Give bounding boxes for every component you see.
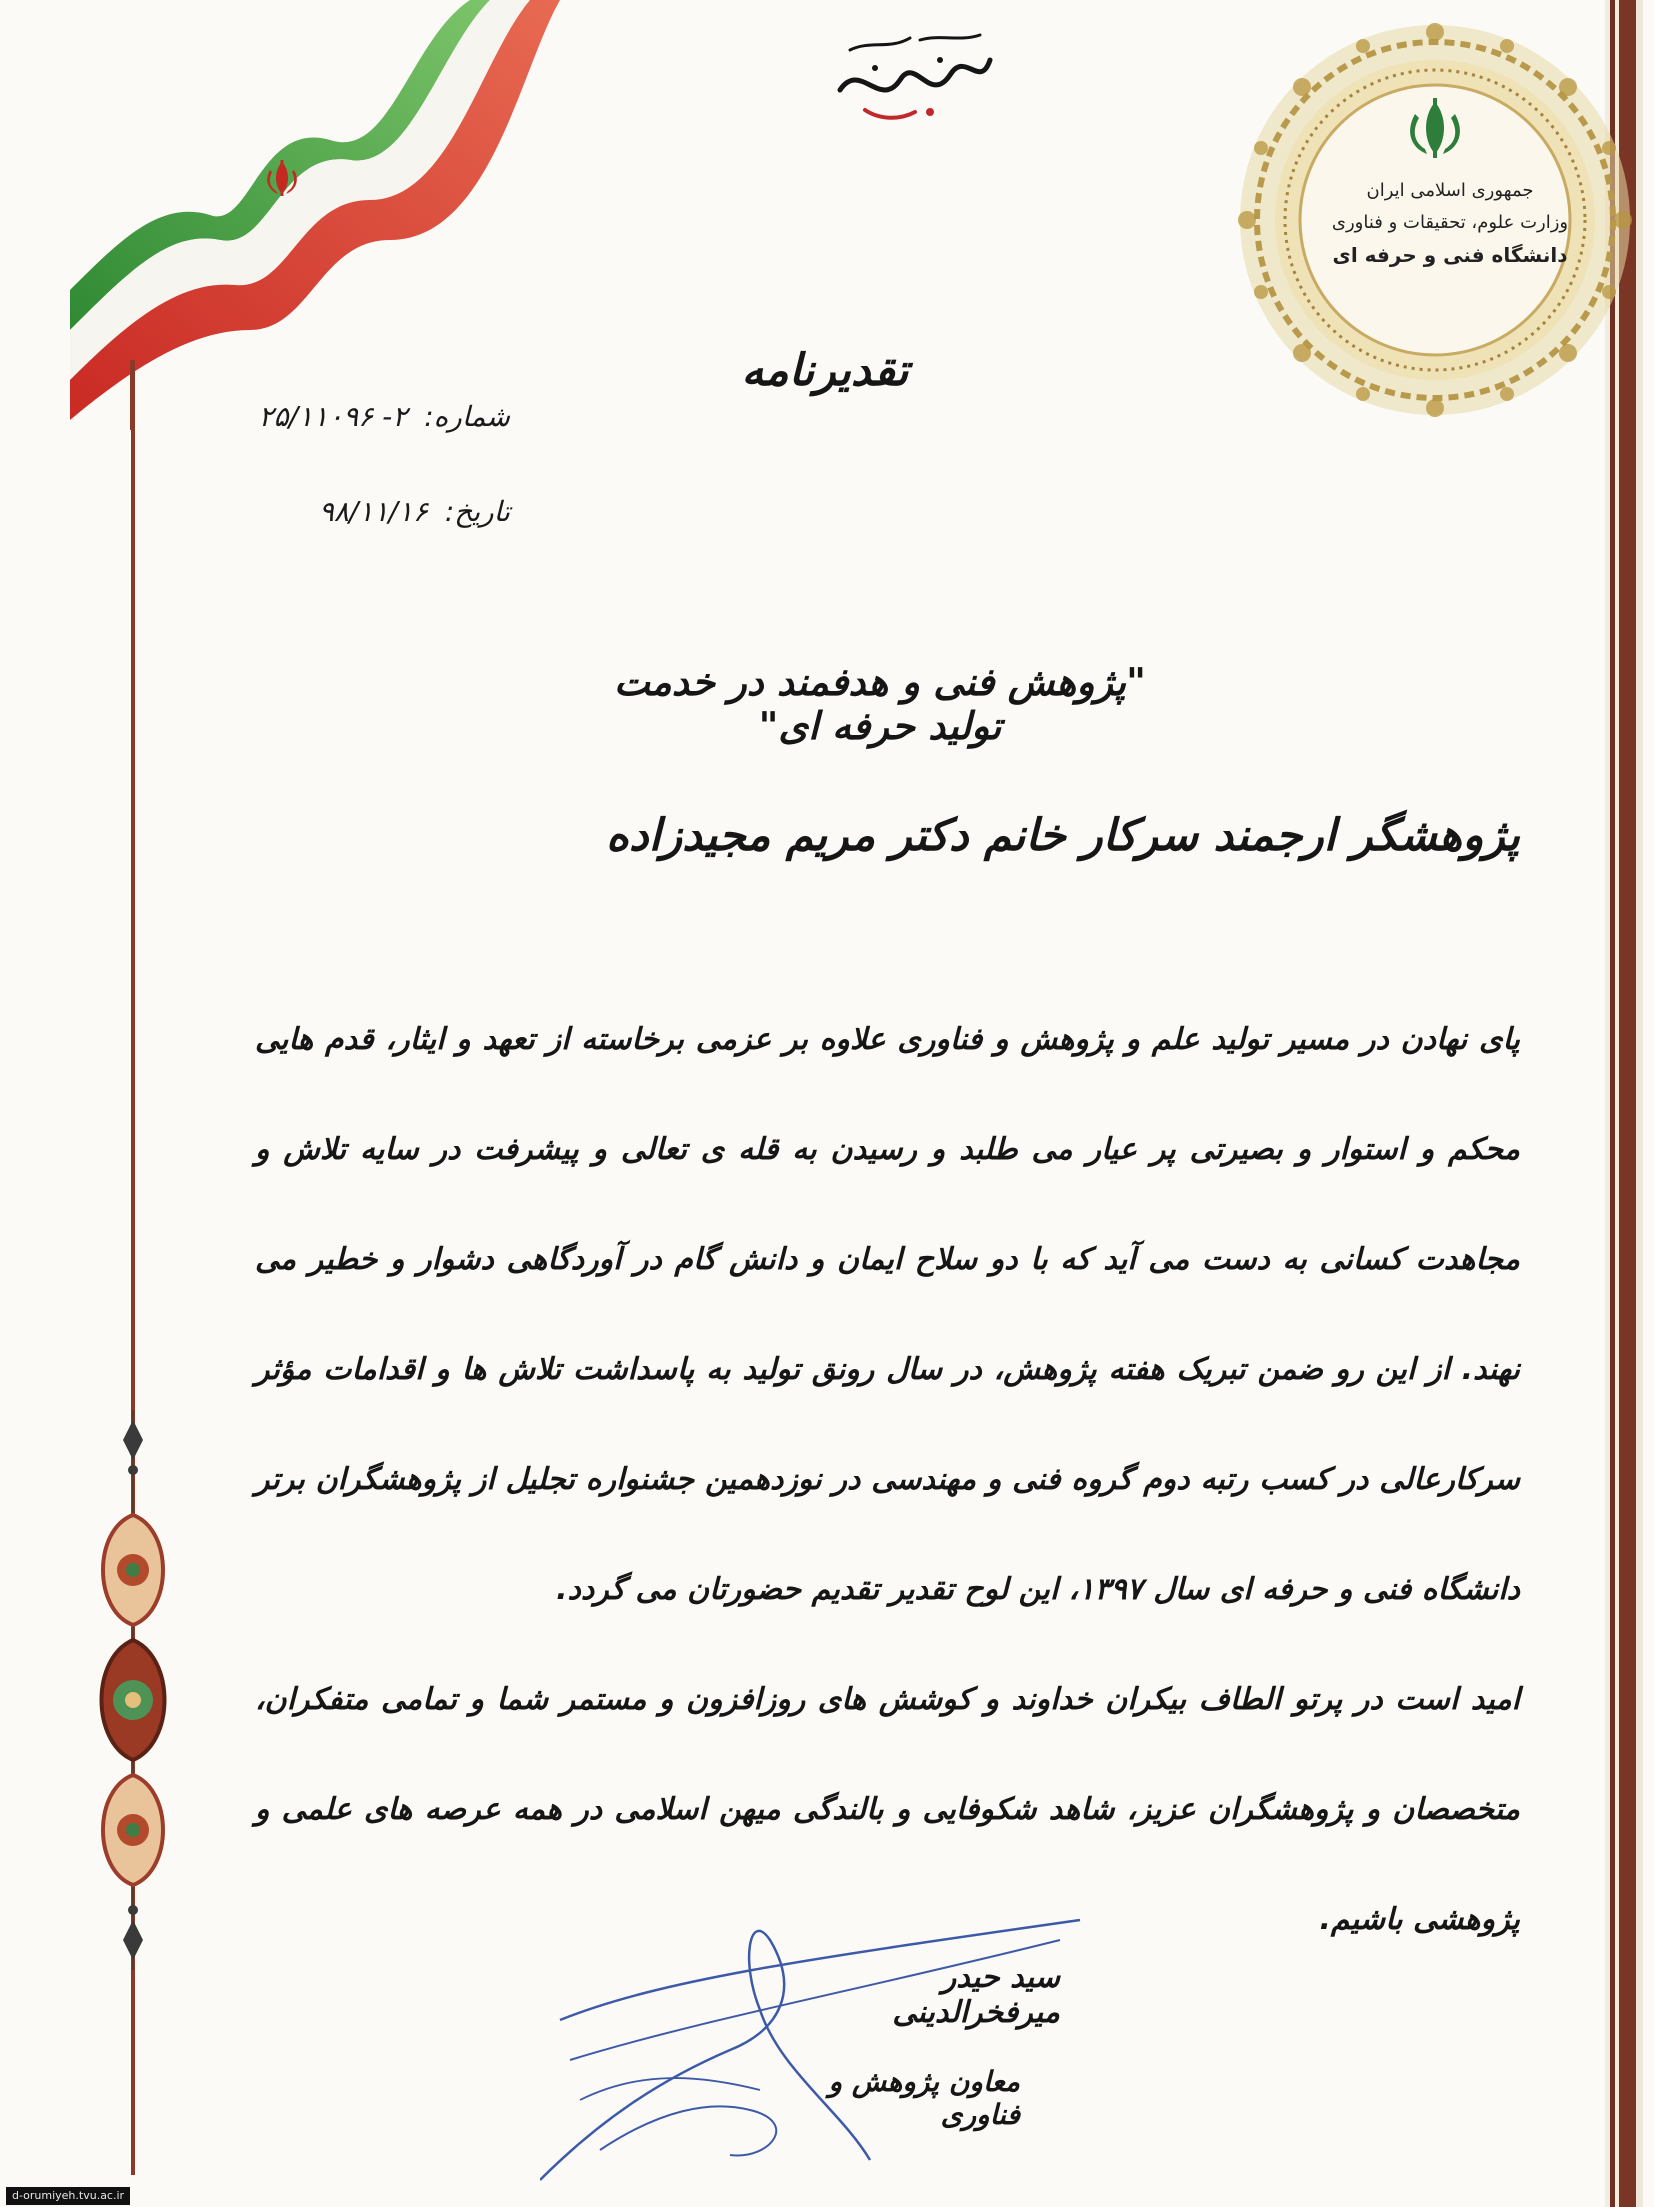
certificate-title: تقدیرنامه [741,345,909,396]
bismillah-calligraphy [820,20,1000,130]
certificate-body [255,985,1520,1975]
emblem-line-university: دانشگاه فنی و حرفه ای [1332,243,1568,267]
emblem-line-ministry: وزارت علوم، تحقیقات و فناوری [1331,212,1569,233]
letter-date [250,495,510,528]
date-label: تاریخ: [444,495,510,528]
certificate-recipient: پژوهشگر ارجمند سرکار خانم دکتر مریم مجیدزاده [605,810,1520,861]
emblem-text [1330,175,1570,271]
body-paragraph: امید است در پرتو الطاف بیکران خداوند و کوشش های روزافزون و مستمر شما و تمامی متفکران، متخصصان و پژوهشگران عزیز، شاهد شکوفایی و بالندگی میهن اسلامی در همه عرصه های علمی و پژوهشی باشیم. [255,1682,1520,1937]
body-paragraph: پای نهادن در مسیر تولید علم و پژوهش و فناوری علاوه بر عزمی برخاسته از تعهد و ایثار، قدم هایی محکم و استوار و بصیرتی پر عیار می طلبد و رسیدن به قله ی تعالی و پیشرفت در سایه تلاش و مجاهدت کسانی به دست می آید که با دو سلاح ایمان و دانش گام در آوردگاهی دشوار و خطیر می نهند. از این رو ضمن تبریک هفته پژوهش، در سال رونق تولید به پاسداشت تلاش ها و اقدامات مؤثر سرکارعالی در کسب رتبه دوم گروه فنی و مهندسی در نوزدهمین جشنواره تجلیل از پژوهشگران برتر دانشگاه فنی و حرفه ای سال ۱۳۹۷، این لوح تقدیر تقدیم حضورتان می گردد. [255,1022,1520,1607]
source-watermark: d-orumiyeh.tvu.ac.ir [6,2187,130,2205]
number-value: ۲- ۲۵/۱۱۰۹۶ [258,400,408,433]
decorative-ornament-icon [88,1410,178,1970]
date-value: ۹۸/۱۱/۱۶ [318,495,428,528]
number-label: شماره: [424,400,510,433]
signature-scribble [540,1900,1100,2200]
signer-name: سید حیدر میرفخرالدینی [892,1960,1060,2030]
signer-position: معاون پژوهش و فناوری [828,2065,1020,2131]
letter-number [250,400,510,433]
iran-flag-ribbon-icon [60,0,560,430]
certificate-subject: "پژوهش فنی و هدفمند در خدمت تولید حرفه ای" [614,660,1146,748]
emblem-line-republic: جمهوری اسلامی ایران [1366,180,1534,201]
